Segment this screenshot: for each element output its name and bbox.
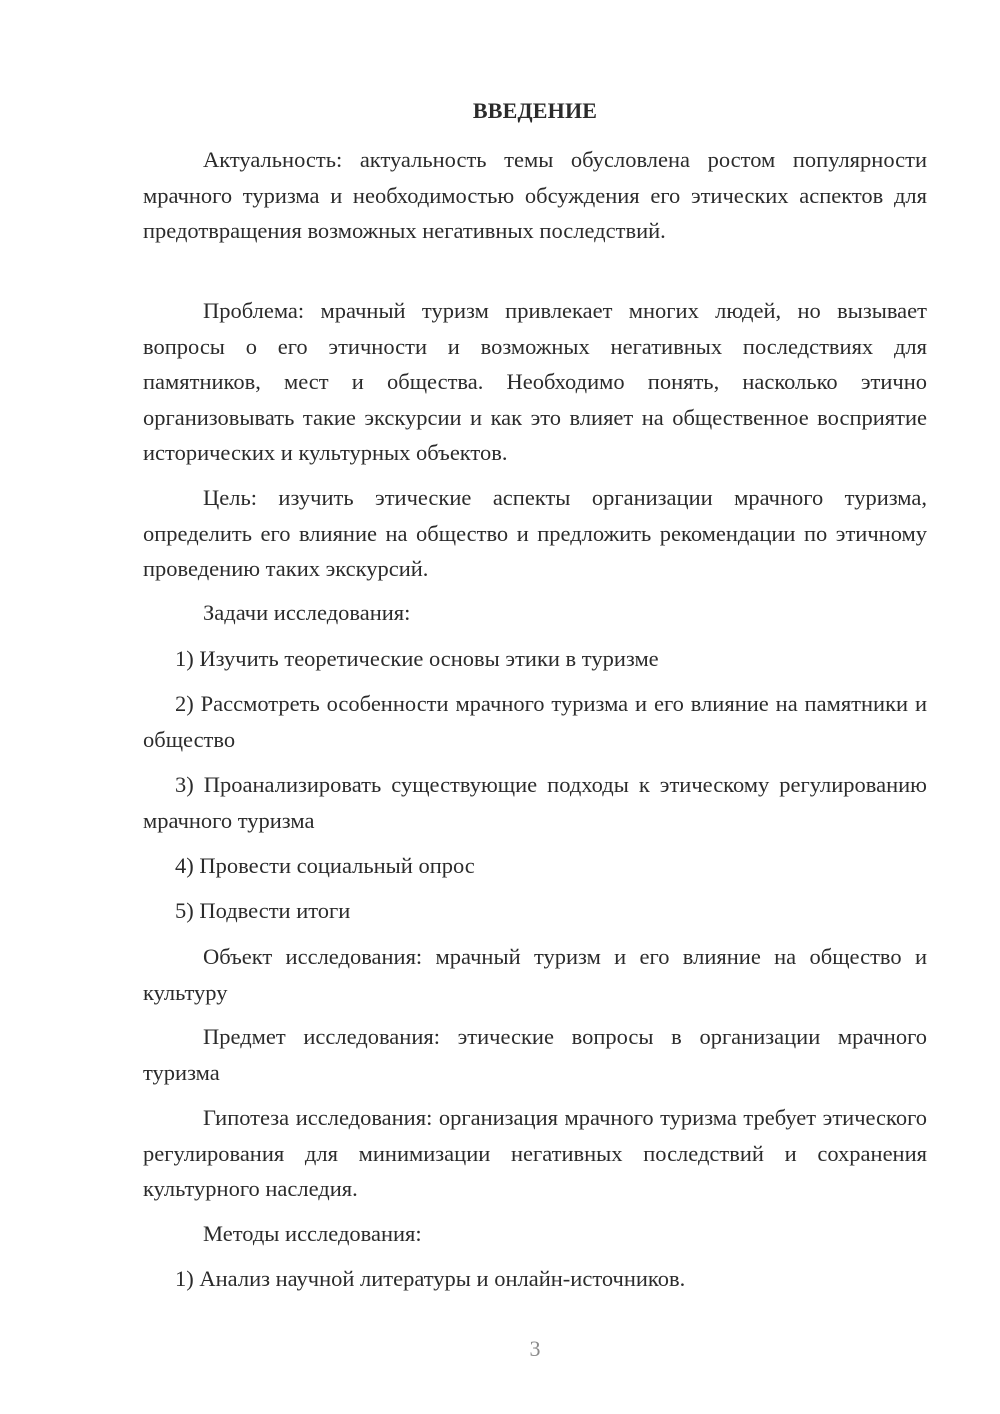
task-item-5: 5) Подвести итоги [175,898,351,923]
paragraph-object: Объект исследования: мрачный туризм и его влияние на общество и культуру [143,944,927,1005]
methods-title: Методы исследования: [203,1221,422,1246]
paragraph-goal: Цель: изучить этические аспекты организации мрачного туризма, определить его влияние на общество и предложить рекомендации по этичному проведению таких экскурсий. [143,485,927,581]
section-heading: ВВЕДЕНИЕ [472,98,598,123]
task-item-3: 3) Проанализировать существующие подходы к этическому регулированию мрачного туризма [143,772,927,833]
paragraph-subject: Предмет исследования: этические вопросы в организации мрачного туризма [143,1024,927,1085]
task-item-4: 4) Провести социальный опрос [175,853,475,878]
paragraph-relevance: Актуальность: актуальность темы обусловлена ростом популярности мрачного туризма и необходимостью обсуждения его этических аспектов для предотвращения возможных негативных последствий. [143,147,927,243]
page-number: 3 [529,1336,541,1361]
tasks-title: Задачи исследования: [203,600,411,625]
method-item-1: 1) Анализ научной литературы и онлайн-источников. [175,1266,686,1291]
paragraph-problem: Проблема: мрачный туризм привлекает многих людей, но вызывает вопросы о его этичности и возможных негативных последствиях для памятников, мест и общества. Необходимо понять, насколько этично организовывать такие экскурсии и как это влияет на общественное восприятие исторических и культурных объектов. [143,298,927,465]
task-item-1: 1) Изучить теоретические основы этики в туризме [175,646,659,671]
task-item-2: 2) Рассмотреть особенности мрачного туризма и его влияние на памятники и общество [143,691,927,752]
paragraph-hypothesis: Гипотеза исследования: организация мрачного туризма требует этического регулирования для минимизации негативных последствий и сохранения культурного наследия. [143,1105,927,1201]
